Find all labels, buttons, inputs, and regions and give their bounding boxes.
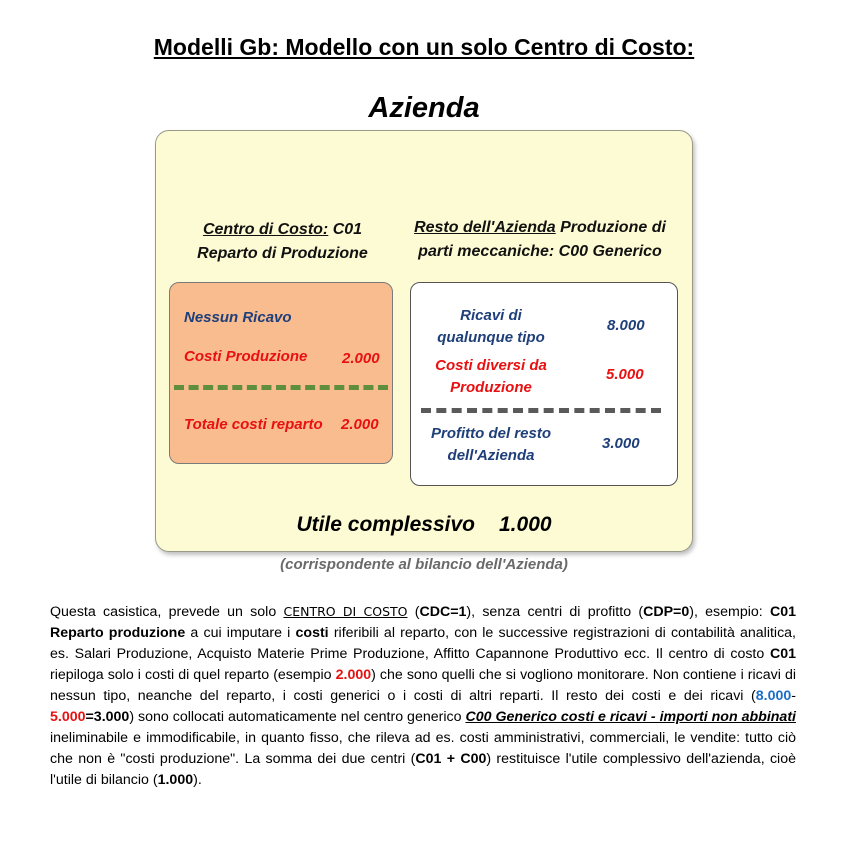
desc-text: ineliminabile e immodificabile, in quanto fisso, che rileva ad es. costi amministrativi, commerciali, le vendite: tutto ciò che non è "costi produzione". La somma dei due centri ( bbox=[50, 730, 796, 767]
profit-label-line2: dell'Azienda bbox=[447, 447, 535, 464]
caption: (corrispondente al bilancio dell'Azienda) bbox=[280, 556, 568, 573]
value-1000: 1.000 bbox=[157, 772, 194, 788]
rest-of-company-header-code: parti meccaniche: C00 Generico bbox=[418, 243, 662, 260]
value-3000: =3.000 bbox=[85, 709, 130, 725]
page-title: Modelli Gb: Modello con un solo Centro di Costo: bbox=[153, 34, 695, 60]
other-costs-label-line2: Produzione bbox=[450, 379, 532, 396]
other-costs-label-line1: Costi diversi da bbox=[435, 357, 547, 374]
description-paragraph bbox=[50, 601, 796, 791]
production-costs-label: Costi Produzione bbox=[184, 348, 308, 365]
total-department-costs-value: 2.000 bbox=[341, 416, 379, 433]
rest-of-company-box bbox=[410, 282, 678, 486]
revenue-label-line1: Ricavi di bbox=[460, 307, 522, 324]
desc-text: ), esempio: bbox=[689, 604, 770, 620]
total-profit-line bbox=[0, 513, 848, 537]
other-costs-label bbox=[411, 355, 571, 399]
desc-text: ), senza centri di profitto ( bbox=[466, 604, 644, 620]
total-profit-value: 1.000 bbox=[499, 513, 552, 536]
rest-of-company-header-desc: Produzione di bbox=[555, 219, 666, 236]
value-2000: 2.000 bbox=[335, 667, 372, 683]
desc-text: ( bbox=[407, 604, 420, 620]
rest-of-company-header-label: Resto dell'Azienda bbox=[414, 219, 556, 236]
value-8000: 8.000 bbox=[755, 688, 792, 704]
cost-center-header-name: Reparto di Produzione bbox=[197, 245, 368, 262]
cdp-code: CDP=0 bbox=[643, 604, 690, 620]
no-revenue-label: Nessun Ricavo bbox=[184, 309, 292, 326]
value-5000: 5.000 bbox=[50, 709, 86, 725]
desc-text: - bbox=[791, 688, 796, 704]
revenue-label bbox=[411, 305, 571, 349]
profit-label bbox=[411, 423, 571, 467]
total-department-costs-label: Totale costi reparto bbox=[184, 416, 323, 433]
cost-center-header-code: C01 bbox=[328, 221, 363, 238]
total-profit-label: Utile complessivo bbox=[296, 513, 475, 536]
revenue-label-line2: qualunque tipo bbox=[437, 329, 545, 346]
desc-text: ) restituisce l'utile complessivo dell'azienda, cioè l'utile di bilancio ( bbox=[50, 751, 796, 788]
cost-center-header bbox=[175, 218, 390, 266]
cdc-code: CDC=1 bbox=[419, 604, 467, 620]
cost-center-term: CENTRO DI COSTO bbox=[283, 604, 408, 619]
production-costs-value: 2.000 bbox=[342, 350, 380, 367]
sum-expression: C01 + C00 bbox=[415, 751, 487, 767]
cost-center-box bbox=[169, 282, 393, 464]
c01-code: C01 bbox=[769, 646, 796, 662]
c00-generic-name: C00 Generico costi e ricavi - importi non abbinati bbox=[465, 709, 796, 725]
other-costs-value: 5.000 bbox=[606, 366, 644, 383]
desc-text: ) che sono quelli che si vogliono monitorare. Non contiene i ricavi di nessun tipo, neanche del reparto, i costi generici o i costi di altri reparti. Il resto dei costi e dei ricavi ( bbox=[50, 667, 796, 704]
rest-of-company-header bbox=[405, 216, 675, 264]
desc-text: Questa casistica, prevede un solo bbox=[50, 604, 284, 620]
desc-text: ). bbox=[193, 772, 202, 788]
separator-line bbox=[174, 385, 388, 390]
desc-text: ) sono collocati automaticamente nel centro generico bbox=[129, 709, 466, 725]
separator-line bbox=[421, 408, 661, 413]
c01-name: C01 Reparto produzione bbox=[50, 604, 797, 641]
cost-center-header-label: Centro di Costo: bbox=[202, 221, 329, 238]
profit-label-line1: Profitto del resto bbox=[430, 425, 551, 442]
desc-text: riferibili al reparto, con le successive registrazioni di contabilità analitica, es. Salari Produzione, Acquisto Materie Prime Produzione, Affitto Capannone Produttivo ecc. Il centro di costo bbox=[50, 625, 797, 662]
profit-value: 3.000 bbox=[602, 435, 640, 452]
revenue-value: 8.000 bbox=[607, 317, 645, 334]
desc-text: a cui imputare i bbox=[185, 625, 296, 641]
costs-term: costi bbox=[295, 625, 329, 641]
company-label: Azienda bbox=[368, 92, 480, 124]
desc-text: riepiloga solo i costi di quel reparto (esempio bbox=[50, 667, 336, 683]
